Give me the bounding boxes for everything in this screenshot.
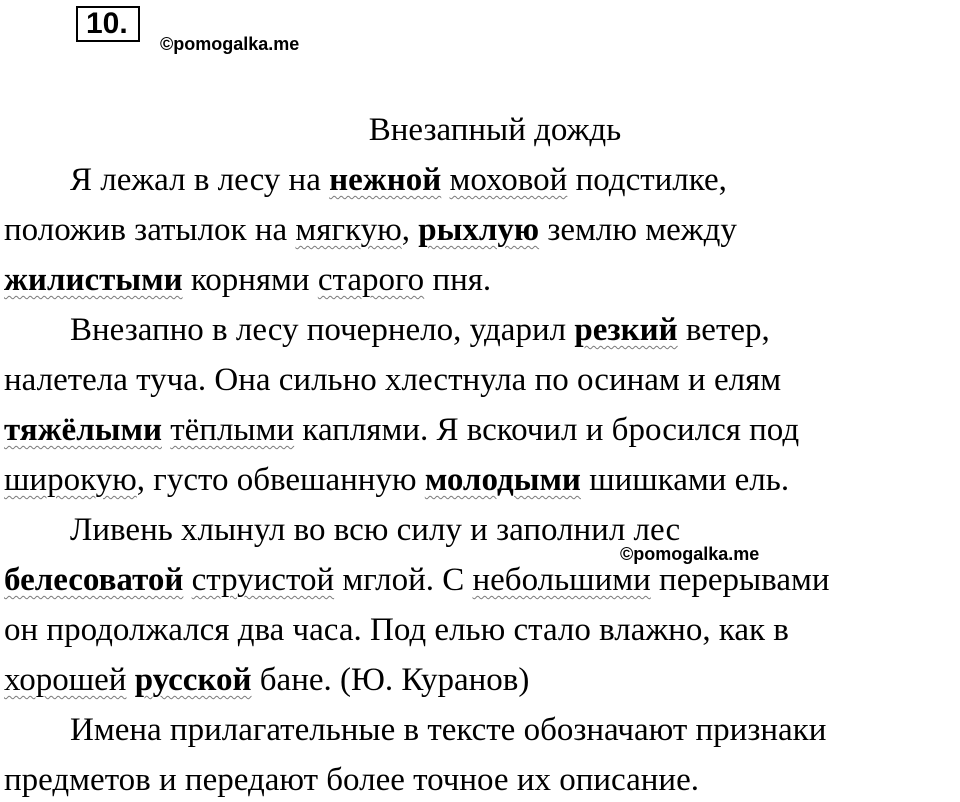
text-span: Я лежал в лесу на (70, 162, 330, 198)
text-span: Внезапно в лесу почернело, ударил (70, 312, 575, 348)
text-span (162, 412, 170, 448)
adjective-bold: белесоватой (4, 562, 184, 598)
adjective: струистой (191, 562, 335, 598)
text-span: , (401, 212, 419, 248)
text-span: налетела туча. Она сильно хлестнула по осинам и елям (4, 362, 782, 398)
text-span: , густо обвешанную (136, 462, 425, 498)
text-span: землю между (539, 212, 737, 248)
adjective-bold: русской (134, 662, 252, 698)
text-span: ветер, (677, 312, 770, 348)
adjective-bold: тяжёлыми (4, 412, 162, 448)
adjective: широкую (4, 462, 137, 498)
text-line-9 (4, 560, 830, 600)
adjective-bold: молодыми (424, 462, 581, 498)
exercise-number: 10. (76, 6, 140, 42)
text-span: каплями. Я вскочил и бросился под (294, 412, 800, 448)
adjective: тёплыми (170, 412, 295, 448)
adjective: старого (317, 262, 425, 298)
text-line-7 (4, 460, 789, 500)
adjective: моховой (449, 162, 568, 198)
text-span: положив затылок на (4, 212, 296, 248)
watermark: ©pomogalka.me (160, 34, 300, 54)
text-span: Ливень хлынул во всю силу и заполнил лес (70, 512, 681, 548)
text-line-13 (4, 760, 699, 800)
text-span: мглой. С (334, 562, 473, 598)
text-span (126, 662, 134, 698)
text-line-10 (4, 610, 789, 650)
text-line-8 (70, 510, 680, 550)
text-span: перерывами (650, 562, 830, 598)
text-span: пня. (424, 262, 492, 298)
text-span: Имена прилагательные в тексте обозначают признаки (70, 712, 827, 748)
text-line-12 (70, 710, 826, 750)
adjective-bold: рыхлую (418, 212, 540, 248)
text-span: подстилке, (567, 162, 727, 198)
text-line-6 (4, 410, 799, 450)
adjective: хорошей (4, 662, 127, 698)
text-line-3 (4, 260, 491, 300)
text-span (183, 562, 191, 598)
text-line-4 (70, 310, 770, 350)
text-line-2 (4, 210, 737, 250)
text-line-11 (4, 660, 529, 700)
text-span: предметов и передают более точное их описание. (4, 762, 699, 798)
text-span: шишками ель. (580, 462, 790, 498)
text-line-1 (70, 160, 727, 200)
adjective: небольшими (472, 562, 651, 598)
watermark: ©pomogalka.me (620, 544, 760, 564)
adjective: мягкую (295, 212, 402, 248)
text-span: корнями (182, 262, 318, 298)
text-span: бане. (Ю. Куранов) (251, 662, 530, 698)
text-title: Внезапный дождь (368, 112, 622, 148)
adjective-bold: жилистыми (4, 262, 183, 298)
text-line-5 (4, 360, 781, 400)
text-span (441, 162, 449, 198)
text-span: он продолжался два часа. Под елью стало влажно, как в (4, 612, 789, 648)
adjective-bold: нежной (329, 162, 442, 198)
adjective-bold: резкий (574, 312, 678, 348)
